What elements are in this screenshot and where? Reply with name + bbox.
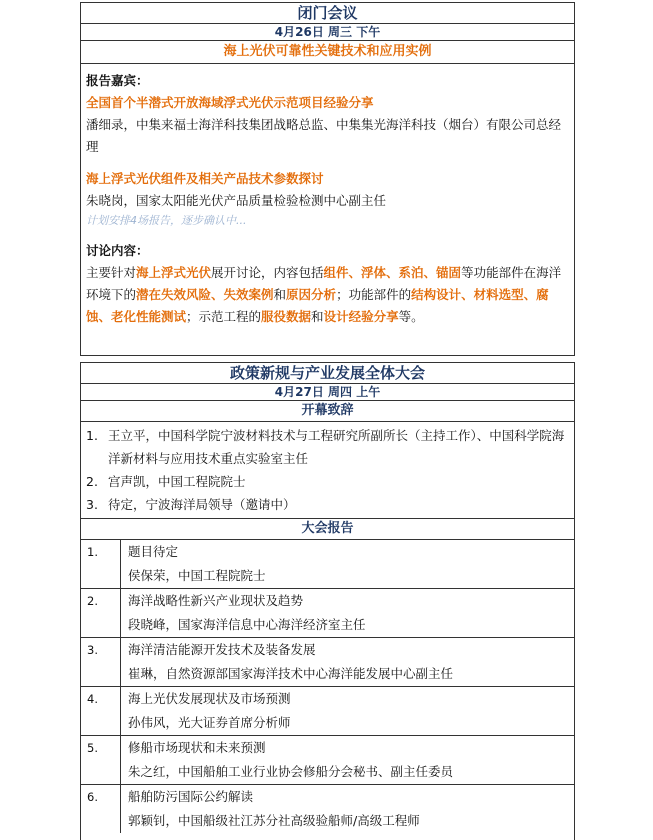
closed-meeting-date: 4月26日 周三 下午 bbox=[81, 24, 574, 41]
report-speaker: 朱之红，中国船舶工业行业协会修船分会秘书、副主任委员 bbox=[128, 764, 454, 779]
report-speaker: 郭颖钊，中国船级社江苏分社高级验船师/高级工程师 bbox=[128, 813, 420, 828]
discussion-text bbox=[86, 262, 570, 328]
table-row bbox=[81, 638, 574, 687]
discussion-segment: 主要针对 bbox=[86, 265, 137, 280]
table-row bbox=[81, 785, 574, 833]
plenary-date: 4月27日 周四 上午 bbox=[81, 384, 574, 401]
report-speaker: 崔琳，自然资源部国家海洋技术中心海洋能发展中心副主任 bbox=[128, 666, 454, 681]
highlight-text: 潜在失效风险、失效案例 bbox=[136, 287, 274, 302]
report-title: 题目待定 bbox=[128, 544, 179, 559]
report-number: 6. bbox=[81, 785, 121, 833]
plenary-section bbox=[80, 362, 575, 840]
table-row bbox=[81, 736, 574, 785]
highlight-text: 海上浮式光伏 bbox=[136, 265, 212, 280]
report-number: 5. bbox=[81, 736, 121, 784]
discussion-segment: 展开讨论，内容包括 bbox=[211, 265, 324, 280]
item-text: 待定，宁波海洋局领导（邀请中） bbox=[108, 497, 296, 512]
reports-header: 大会报告 bbox=[81, 519, 574, 540]
schedule-note: 计划安排4场报告，逐步确认中... bbox=[86, 214, 247, 227]
plenary-title: 政策新规与产业发展全体大会 bbox=[81, 363, 574, 384]
discussion-segment: 等。 bbox=[398, 309, 424, 324]
table-row bbox=[81, 589, 574, 638]
discussion-segment: 和 bbox=[311, 309, 324, 324]
talk-title: 海上浮式光伏组件及相关产品技术参数探讨 bbox=[86, 171, 324, 186]
talk-speaker: 潘细录，中集来福士海洋科技集团战略总监、中集集光海洋科技（烟台）有限公司总经理 bbox=[86, 117, 562, 154]
item-text: 王立平，中国科学院宁波材料技术与工程研究所副所长（主持工作）、中国科学院海洋新材料与应用技术重点实验室主任 bbox=[108, 428, 565, 466]
report-title: 海洋清洁能源开发技术及装备发展 bbox=[128, 642, 316, 657]
report-number: 4. bbox=[81, 687, 121, 735]
speakers-label: 报告嘉宾： bbox=[86, 73, 149, 88]
item-number: 2. bbox=[86, 474, 98, 489]
highlight-text: 服役数据 bbox=[261, 309, 312, 324]
report-number: 3. bbox=[81, 638, 121, 686]
closed-meeting-topic: 海上光伏可靠性关键技术和应用实例 bbox=[81, 41, 574, 64]
discussion-segment: 和 bbox=[273, 287, 287, 302]
item-number: 3. bbox=[86, 497, 98, 512]
report-speaker: 侯保荣，中国工程院院士 bbox=[128, 568, 266, 583]
talk-title: 全国首个半潜式开放海域浮式光伏示范项目经验分享 bbox=[86, 95, 374, 110]
report-number: 2. bbox=[81, 589, 121, 637]
report-speaker: 段晓峰，国家海洋信息中心海洋经济室主任 bbox=[128, 617, 366, 632]
list-item bbox=[81, 424, 574, 470]
discussion-segment: 等功能部件在海洋环境下的 bbox=[86, 265, 562, 302]
table-row bbox=[81, 540, 574, 589]
discussion-label: 讨论内容： bbox=[86, 243, 149, 258]
item-text: 宫声凯，中国工程院院士 bbox=[108, 474, 246, 489]
report-title: 修船市场现状和未来预测 bbox=[128, 740, 266, 755]
highlight-text: 设计经验分享 bbox=[323, 309, 399, 324]
discussion-segment: ；示范工程的 bbox=[186, 309, 262, 324]
highlight-text: 组件、浮体、系泊、锚固 bbox=[323, 265, 462, 280]
report-number: 1. bbox=[81, 540, 121, 588]
opening-header: 开幕致辞 bbox=[81, 401, 574, 422]
report-speaker: 孙伟风，光大证券首席分析师 bbox=[128, 715, 291, 730]
reports-table bbox=[81, 540, 574, 833]
talk-speaker: 朱晓岗，国家太阳能光伏产品质量检验检测中心副主任 bbox=[86, 193, 387, 208]
highlight-text: 原因分析 bbox=[286, 287, 337, 302]
highlight-text: 结构设计、材料选型、腐蚀、老化性能测试 bbox=[86, 287, 549, 324]
list-item bbox=[81, 493, 574, 516]
closed-meeting-title: 闭门会议 bbox=[81, 3, 574, 24]
report-title: 船舶防污国际公约解读 bbox=[128, 789, 254, 804]
table-row bbox=[81, 687, 574, 736]
item-number: 1. bbox=[86, 428, 98, 443]
closed-meeting-body bbox=[81, 64, 574, 328]
opening-list bbox=[81, 422, 574, 519]
list-item bbox=[81, 470, 574, 493]
report-title: 海上光伏发展现状及市场预测 bbox=[128, 691, 291, 706]
closed-meeting-section bbox=[80, 2, 575, 356]
report-title: 海洋战略性新兴产业现状及趋势 bbox=[128, 593, 304, 608]
discussion-segment: ；功能部件的 bbox=[336, 287, 412, 302]
